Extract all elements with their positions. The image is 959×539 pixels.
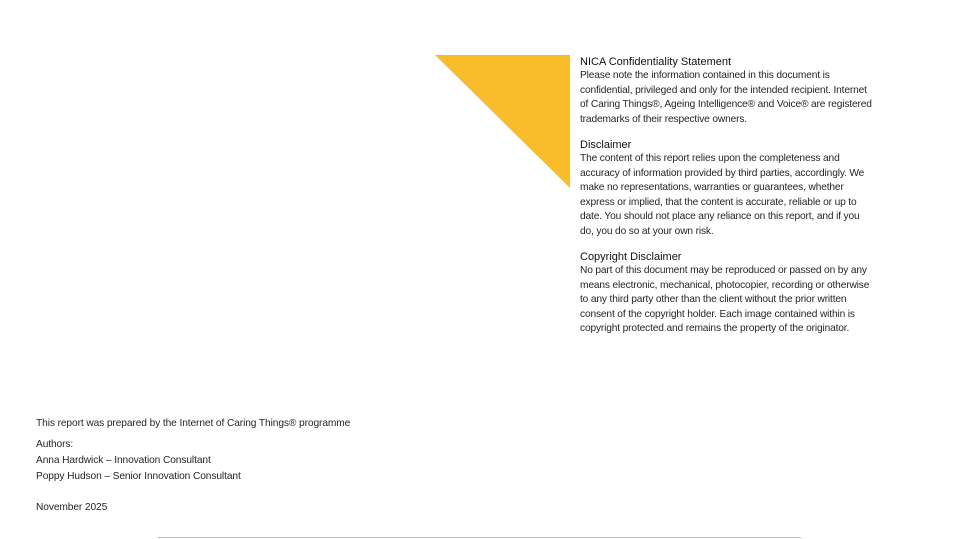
author-entry: Anna Hardwick – Innovation Consultant	[36, 455, 211, 466]
statement-line: consent of the copyright holder. Each image contained within is	[580, 308, 855, 320]
statement-title: Disclaimer	[580, 139, 632, 151]
statement-title: Copyright Disclaimer	[580, 251, 682, 263]
report-date: November 2025	[36, 502, 108, 513]
statement-line: Please note the information contained in this document is	[580, 70, 830, 81]
statement-line: trademarks of their respective owners.	[580, 113, 747, 125]
corner-triangle-graphic	[435, 55, 570, 188]
statement-line: express or implied, that the content is accurate, reliable or up to	[580, 196, 857, 208]
bottom-divider	[158, 537, 801, 538]
triangle-shape	[435, 55, 570, 188]
statement-line: date. You should not place any reliance on this report, and if you	[580, 211, 860, 222]
report-credits	[36, 417, 350, 515]
statement-title: NICA Confidentiality Statement	[580, 56, 732, 68]
statement-line: do, you do so at your own risk.	[580, 225, 714, 237]
statement-line: means electronic, mechanical, photocopier, recording or otherwise	[580, 279, 870, 291]
statement-line: make no representations, warranties or guarantees, whether	[580, 182, 844, 193]
authors-label: Authors:	[36, 439, 74, 450]
statement-body	[580, 264, 930, 337]
statement-line: confidential, privileged and only for the intended recipient. Internet	[580, 84, 867, 96]
prepared-by-text: This report was prepared by the Internet of Caring Things® programme	[36, 418, 351, 429]
disclaimer-statement	[580, 138, 930, 239]
statement-line: accuracy of information provided by third parties, accordingly. We	[580, 167, 865, 179]
statement-body	[580, 152, 930, 239]
statement-line: of Caring Things®, Ageing Intelligence® and Voice® are registered	[580, 99, 872, 110]
statement-line: The content of this report relies upon the completeness and	[580, 153, 840, 164]
confidentiality-statement	[580, 55, 930, 127]
statement-line: No part of this document may be reproduced or passed on by any	[580, 265, 867, 276]
author-entry: Poppy Hudson – Senior Innovation Consultant	[36, 471, 241, 482]
statement-line: to any third party other than the client without the prior written	[580, 294, 847, 305]
copyright-statement	[580, 250, 930, 337]
statement-line: copyright protected and remains the property of the originator.	[580, 323, 850, 334]
statement-body	[580, 69, 930, 127]
legal-statements	[580, 55, 930, 348]
